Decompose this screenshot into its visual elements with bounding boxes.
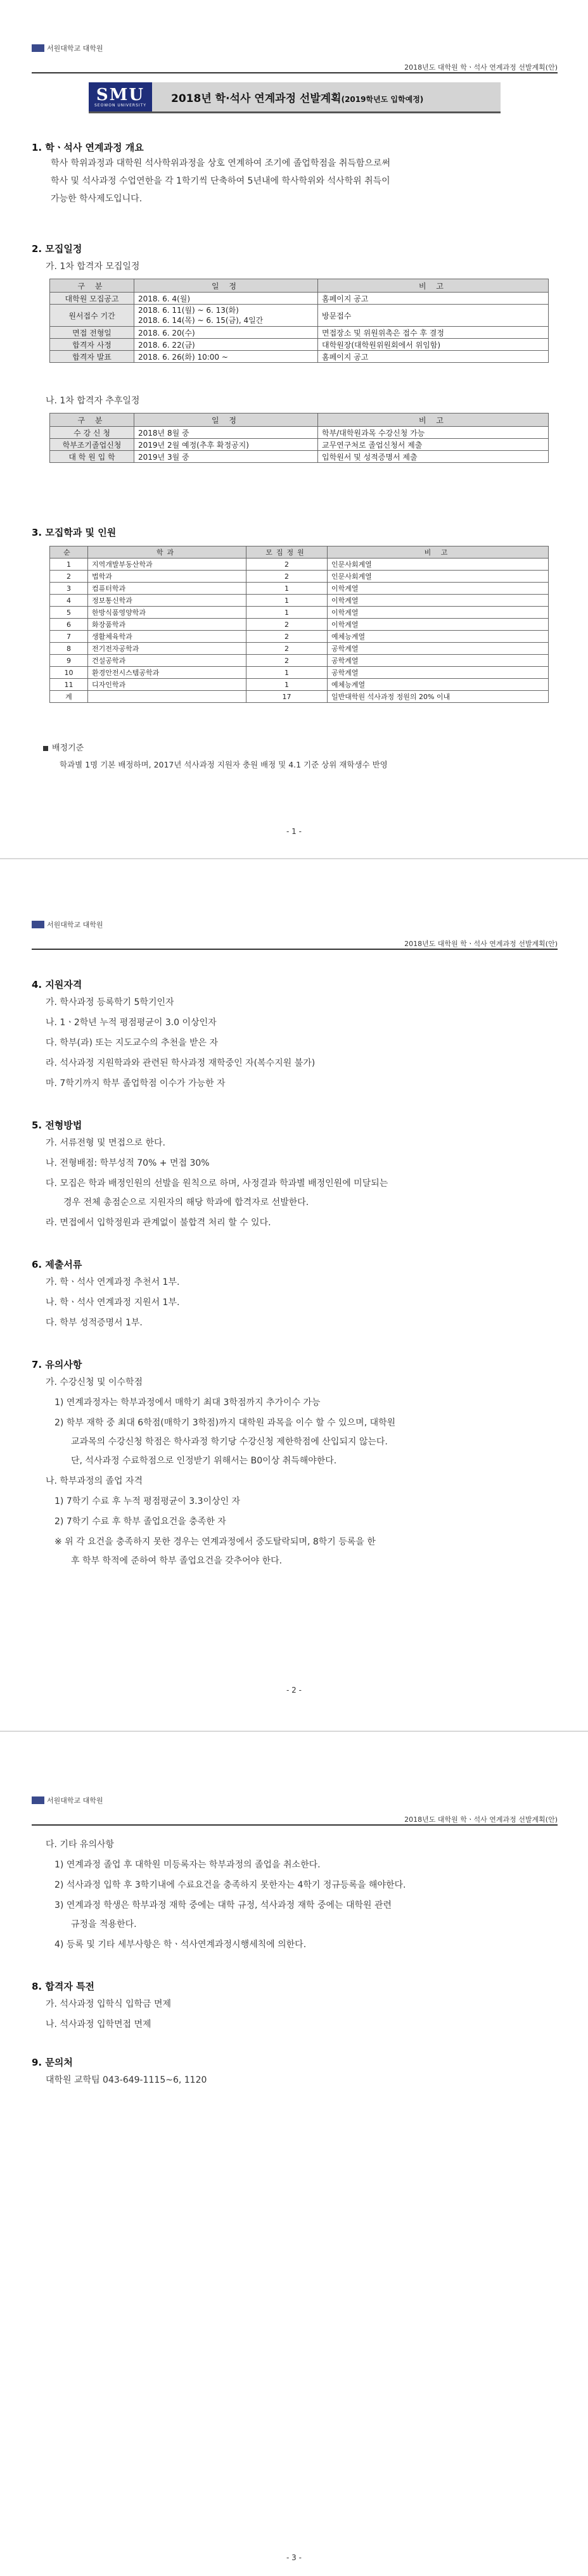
table-cell: 정보통신학과 bbox=[88, 595, 246, 607]
table-header-row bbox=[50, 279, 549, 293]
table-cell: 합격자 사정 bbox=[50, 339, 134, 351]
page-header bbox=[32, 43, 558, 75]
schedule-table-1 bbox=[49, 279, 549, 363]
list-item: 2) 학부 재학 중 최대 6학점(매학기 3학점)까지 대학원 과목을 이수 할 수 있으며, 대학원 bbox=[54, 1418, 396, 1428]
list-item: 나. 전형배점: 학부성적 70% + 면접 30% bbox=[46, 1158, 210, 1168]
table-cell: 공학계열 bbox=[328, 667, 549, 679]
table-header-cell: 학과 bbox=[88, 546, 246, 559]
document-title-box bbox=[89, 82, 501, 113]
table-cell: 예체능계열 bbox=[328, 631, 549, 643]
table-row bbox=[50, 607, 549, 619]
table-cell: 전기전자공학과 bbox=[88, 643, 246, 655]
section-heading: 3. 모집학과 및 인원 bbox=[32, 527, 117, 538]
page-number: - 1 - bbox=[286, 827, 302, 836]
subsection-label: 가. 1차 합격자 모집일정 bbox=[46, 262, 140, 272]
table-row bbox=[50, 293, 549, 305]
department-quota-table bbox=[49, 546, 549, 703]
list-item: 2) 석사과정 입학 후 3학기내에 수료요건을 충족하지 못한자는 4학기 정규등록을 해야한다. bbox=[54, 1880, 406, 1890]
list-item: 교과목의 수강신청 학점은 학사과정 학기당 수강신청 제한학점에 산입되지 않는다. bbox=[71, 1437, 388, 1447]
table-header-cell: 순 bbox=[50, 546, 88, 559]
list-item: 라. 면접에서 입학정원과 관계없이 불합격 처리 할 수 있다. bbox=[46, 1218, 271, 1228]
table-cell: 4 bbox=[50, 595, 88, 607]
list-item: 라. 석사과정 지원학과와 관련된 학사과정 재학중인 자(복수지원 불가) bbox=[46, 1058, 316, 1068]
table-cell: 9 bbox=[50, 655, 88, 667]
list-item: 나. 1ㆍ2학년 누적 평점평균이 3.0 이상인자 bbox=[46, 1018, 217, 1028]
table-cell: 2 bbox=[246, 559, 328, 571]
section-heading: 4. 지원자격 bbox=[32, 979, 82, 990]
table-cell: 대학원장(대학원위원회에서 위임함) bbox=[318, 339, 549, 351]
header-logo-text: 서원대학교 대학원 bbox=[47, 921, 103, 929]
list-item: 마. 7학기까지 학부 졸업학점 이수가 가능한 자 bbox=[46, 1078, 226, 1089]
table-header-cell: 비 고 bbox=[318, 414, 549, 427]
body-line: 가능한 학사제도입니다. bbox=[51, 194, 143, 204]
table-cell: 10 bbox=[50, 667, 88, 679]
list-item: 다. 학부 성적증명서 1부. bbox=[46, 1318, 143, 1328]
page-2 bbox=[0, 869, 588, 1717]
smu-logo-subtext: SEOWON UNIVERSITY bbox=[94, 103, 146, 108]
table-cell: 2 bbox=[246, 655, 328, 667]
list-item: 단, 석사과정 수료학점으로 인정받기 위해서는 B0이상 취득해야한다. bbox=[71, 1456, 337, 1466]
table-cell: 1 bbox=[50, 559, 88, 571]
section-heading: 8. 합격자 특전 bbox=[32, 1981, 95, 1992]
section-1-body bbox=[51, 155, 558, 208]
table-row bbox=[50, 583, 549, 595]
table-row bbox=[50, 439, 549, 451]
table-cell: 일반대학원 석사과정 정원의 20% 이내 bbox=[328, 691, 549, 703]
table-cell: 학부/대학원과목 수강신청 가능 bbox=[318, 427, 549, 439]
list-item: 후 학부 학적에 준하여 학부 졸업요건을 갖추어야 한다. bbox=[71, 1556, 283, 1566]
table-cell: 공학계열 bbox=[328, 655, 549, 667]
table-cell: 2 bbox=[246, 571, 328, 583]
table-cell: 2 bbox=[246, 619, 328, 631]
list-item: 나. 석사과정 입학면접 면제 bbox=[46, 2019, 151, 2030]
page-header bbox=[32, 919, 558, 951]
table-cell: 이학계열 bbox=[328, 607, 549, 619]
schedule-table-2 bbox=[49, 413, 549, 463]
table-header-cell: 구 분 bbox=[50, 414, 134, 427]
university-logo-icon bbox=[32, 1796, 44, 1804]
table-cell: 홈페이지 공고 bbox=[318, 351, 549, 363]
table-header-cell: 일 정 bbox=[134, 414, 318, 427]
table-row bbox=[50, 655, 549, 667]
section-heading: 1. 학ㆍ석사 연계과정 개요 bbox=[32, 142, 144, 153]
table-cell: 1 bbox=[246, 583, 328, 595]
table-row bbox=[50, 327, 549, 339]
criteria-label-text: 배정기준 bbox=[52, 743, 84, 753]
table-cell: 면접 전형일 bbox=[50, 327, 134, 339]
table-cell: 면접장소 및 위원위촉은 접수 후 결정 bbox=[318, 327, 549, 339]
page-1 bbox=[0, 0, 588, 849]
section-heading: 6. 제출서류 bbox=[32, 1259, 82, 1270]
university-logo-icon bbox=[32, 921, 44, 928]
table-cell: 지역개발부동산학과 bbox=[88, 559, 246, 571]
list-item: 가. 서류전형 및 면접으로 한다. bbox=[46, 1138, 165, 1148]
list-item: 4) 등록 및 기타 세부사항은 학ㆍ석사연계과정시행세칙에 의한다. bbox=[54, 1940, 307, 1950]
table-cell: 인문사회계열 bbox=[328, 559, 549, 571]
header-logo-text: 서원대학교 대학원 bbox=[47, 1796, 103, 1805]
list-item: 2) 7학기 수료 후 학부 졸업요건을 충족한 자 bbox=[54, 1517, 226, 1527]
header-logo bbox=[32, 1795, 103, 1805]
contact-info: 대학원 교학팀 043-649-1115~6, 1120 bbox=[46, 2075, 207, 2085]
smu-logo bbox=[89, 82, 152, 111]
table-row bbox=[50, 305, 549, 327]
list-item: 다. 학부(과) 또는 지도교수의 추천을 받은 자 bbox=[46, 1038, 218, 1048]
table-header-cell: 모집정원 bbox=[246, 546, 328, 559]
table-cell: 2019년 3월 중 bbox=[134, 451, 318, 463]
page-separator bbox=[0, 1731, 588, 1732]
table-cell: 입학원서 및 성적증명서 제출 bbox=[318, 451, 549, 463]
list-item: 가. 학ㆍ석사 연계과정 추천서 1부. bbox=[46, 1277, 180, 1287]
criteria-text: 학과별 1명 기본 배정하며, 2017년 석사과정 지원자 충원 배정 및 4.1 기준 상위 재학생수 반영 bbox=[60, 760, 388, 769]
header-divider bbox=[32, 72, 558, 73]
table-header-cell: 비 고 bbox=[318, 279, 549, 293]
header-logo bbox=[32, 43, 103, 53]
table-cell bbox=[88, 691, 246, 703]
page-3 bbox=[0, 1741, 588, 2576]
table-cell: 수 강 신 청 bbox=[50, 427, 134, 439]
table-cell: 1 bbox=[246, 679, 328, 691]
page-separator bbox=[0, 858, 588, 859]
table-cell: 2018. 6. 20(수) bbox=[134, 327, 318, 339]
table-cell: 6 bbox=[50, 619, 88, 631]
table-cell: 컴퓨터학과 bbox=[88, 583, 246, 595]
list-item: 다. 모집은 학과 배정인원의 선발을 원칙으로 하며, 사정결과 학과별 배정인원에 미달되는 bbox=[46, 1178, 388, 1189]
list-item: 3) 연계과정 학생은 학부과정 재학 중에는 대학 규정, 석사과정 재학 중에는 대학원 관련 bbox=[54, 1900, 392, 1910]
table-row bbox=[50, 595, 549, 607]
title-main: 2018년 학·석사 연계과정 선발계획 bbox=[171, 92, 342, 105]
header-logo-text: 서원대학교 대학원 bbox=[47, 44, 103, 53]
criteria-label bbox=[43, 741, 84, 753]
table-cell: 환경안전시스템공학과 bbox=[88, 667, 246, 679]
list-item: 나. 학ㆍ석사 연계과정 지원서 1부. bbox=[46, 1297, 180, 1308]
table-cell: 계 bbox=[50, 691, 88, 703]
section-heading: 5. 전형방법 bbox=[32, 1120, 82, 1131]
title-sub: (2019학년도 입학예정) bbox=[341, 94, 424, 104]
body-line: 학사 학위과정과 대학원 석사학위과정을 상호 연계하여 조기에 졸업학점을 취득함으로써 bbox=[51, 158, 390, 168]
table-cell: 2019년 2월 예정(추후 확정공지) bbox=[134, 439, 318, 451]
list-item: 나. 학부과정의 졸업 자격 bbox=[46, 1476, 143, 1486]
header-divider bbox=[32, 949, 558, 950]
table-header-cell: 구 분 bbox=[50, 279, 134, 293]
table-header-row bbox=[50, 414, 549, 427]
table-cell: 11 bbox=[50, 679, 88, 691]
table-row bbox=[50, 631, 549, 643]
header-title: 2018년도 대학원 학ㆍ석사 연계과정 선발계획(안) bbox=[404, 940, 558, 948]
section-heading: 9. 문의처 bbox=[32, 2057, 73, 2068]
list-item: 1) 7학기 수료 후 누적 평점평균이 3.3이상인 자 bbox=[54, 1496, 241, 1506]
list-item: 가. 학사과정 등록학기 5학기인자 bbox=[46, 997, 174, 1007]
bullet-square-icon bbox=[43, 746, 48, 751]
table-row bbox=[50, 559, 549, 571]
page-number: - 3 - bbox=[286, 2553, 302, 2562]
header-divider bbox=[32, 1824, 558, 1826]
table-cell: 합격자 발표 bbox=[50, 351, 134, 363]
table-row bbox=[50, 339, 549, 351]
table-cell: 건설공학과 bbox=[88, 655, 246, 667]
subsection-label: 나. 1차 합격자 추후일정 bbox=[46, 396, 140, 406]
table-row bbox=[50, 643, 549, 655]
table-cell: 이학계열 bbox=[328, 619, 549, 631]
body-line: 학사 및 석사과정 수업연한을 각 1학기씩 단축하여 5년내에 학사학위와 석사학위 취득이 bbox=[51, 176, 390, 186]
table-cell: 2018. 6. 11(월) ~ 6. 13(화) 2018. 6. 14(목) ~ 6. 15(금), 4일간 bbox=[134, 305, 318, 327]
list-item: 경우 전체 총점순으로 지원자의 해당 학과에 합격자로 선발한다. bbox=[63, 1197, 309, 1208]
table-cell: 인문사회계열 bbox=[328, 571, 549, 583]
table-cell: 원서접수 기간 bbox=[50, 305, 134, 327]
table-cell: 2018. 6. 4(월) bbox=[134, 293, 318, 305]
section-heading: 7. 유의사항 bbox=[32, 1359, 82, 1370]
table-cell: 이학계열 bbox=[328, 583, 549, 595]
document-title bbox=[171, 89, 423, 105]
table-row bbox=[50, 451, 549, 463]
table-cell: 2 bbox=[246, 631, 328, 643]
table-cell: 대학원 모집공고 bbox=[50, 293, 134, 305]
table-cell: 2 bbox=[50, 571, 88, 583]
table-row bbox=[50, 351, 549, 363]
table-cell: 2018. 6. 26(화) 10:00 ~ bbox=[134, 351, 318, 363]
table-cell: 5 bbox=[50, 607, 88, 619]
table-header-cell: 일 정 bbox=[134, 279, 318, 293]
list-item: 다. 기타 유의사항 bbox=[46, 1840, 115, 1850]
table-row bbox=[50, 427, 549, 439]
table-row bbox=[50, 667, 549, 679]
table-cell: 1 bbox=[246, 667, 328, 679]
table-cell: 방문접수 bbox=[318, 305, 549, 327]
table-cell: 예체능계열 bbox=[328, 679, 549, 691]
table-cell: 1 bbox=[246, 607, 328, 619]
table-row bbox=[50, 619, 549, 631]
smu-logo-text: SMU bbox=[96, 85, 145, 104]
list-item: 규정을 적용한다. bbox=[71, 1919, 137, 1929]
table-cell: 이학계열 bbox=[328, 595, 549, 607]
page-number: - 2 - bbox=[286, 1686, 302, 1695]
section-heading: 2. 모집일정 bbox=[32, 243, 82, 255]
list-item: ※ 위 각 요건을 충족하지 못한 경우는 연계과정에서 중도탈락되며, 8학기 등록을 한 bbox=[54, 1537, 376, 1547]
table-cell: 법학과 bbox=[88, 571, 246, 583]
table-cell: 7 bbox=[50, 631, 88, 643]
table-cell: 한방식품영양학과 bbox=[88, 607, 246, 619]
table-cell: 2018. 6. 22(금) bbox=[134, 339, 318, 351]
table-cell: 8 bbox=[50, 643, 88, 655]
table-cell: 교무연구처로 졸업신청서 제출 bbox=[318, 439, 549, 451]
table-cell: 대 학 원 입 학 bbox=[50, 451, 134, 463]
list-item: 가. 수강신청 및 이수학점 bbox=[46, 1377, 143, 1387]
table-row bbox=[50, 571, 549, 583]
table-cell: 학부조기졸업신청 bbox=[50, 439, 134, 451]
header-title: 2018년도 대학원 학ㆍ석사 연계과정 선발계획(안) bbox=[404, 1815, 558, 1824]
list-item: 가. 석사과정 입학식 입학금 면제 bbox=[46, 1999, 172, 2009]
page-header bbox=[32, 1795, 558, 1827]
table-cell: 1 bbox=[246, 595, 328, 607]
table-cell: 홈페이지 공고 bbox=[318, 293, 549, 305]
table-cell: 17 bbox=[246, 691, 328, 703]
list-item: 1) 연계과정 졸업 후 대학원 미등록자는 학부과정의 졸업을 취소한다. bbox=[54, 1860, 321, 1870]
table-cell: 디자인학과 bbox=[88, 679, 246, 691]
table-cell: 2018년 8월 중 bbox=[134, 427, 318, 439]
header-logo bbox=[32, 919, 103, 930]
table-total-row bbox=[50, 691, 549, 703]
list-item: 1) 연계과정자는 학부과정에서 매학기 최대 3학점까지 추가이수 가능 bbox=[54, 1398, 321, 1408]
university-logo-icon bbox=[32, 44, 44, 52]
table-cell: 3 bbox=[50, 583, 88, 595]
table-cell: 2 bbox=[246, 643, 328, 655]
table-row bbox=[50, 679, 549, 691]
table-header-row bbox=[50, 546, 549, 559]
header-title: 2018년도 대학원 학ㆍ석사 연계과정 선발계획(안) bbox=[404, 63, 558, 72]
table-cell: 공학계열 bbox=[328, 643, 549, 655]
table-header-cell: 비 고 bbox=[328, 546, 549, 559]
table-cell: 화장품학과 bbox=[88, 619, 246, 631]
table-cell: 생활체육학과 bbox=[88, 631, 246, 643]
